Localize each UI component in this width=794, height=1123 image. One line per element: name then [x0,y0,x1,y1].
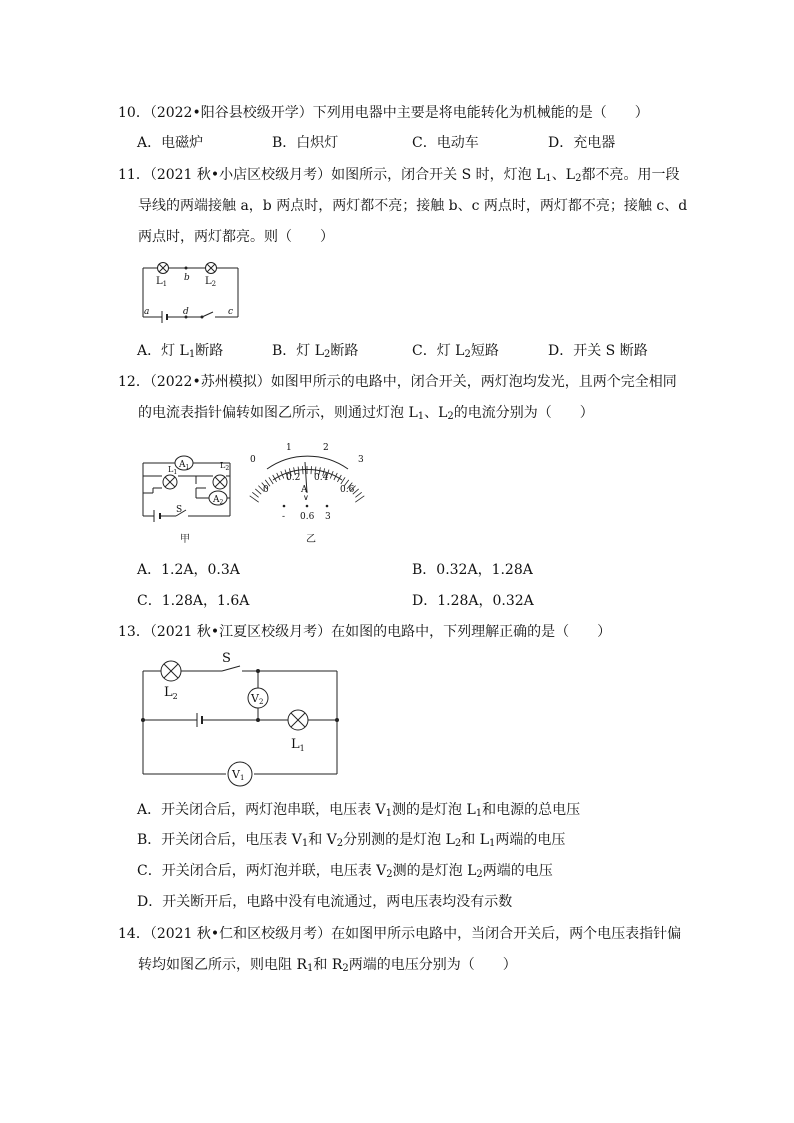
q13-option-d[interactable]: D．开关断开后，电路中没有电流通过，两电压表均没有示数 [137,894,513,910]
q14-source: （2021 秋•仁和区校级月考） [149,926,332,942]
q12-dial-tick [252,492,258,497]
q14-text-2c: 两端的电压分别为（ ） [348,957,517,973]
q12-option-b[interactable]: B．0.32A，1.28A [412,562,533,578]
q12-caption-right: 乙 [306,534,316,545]
q12-dial-top-2: 2 [323,443,329,453]
q10-stem [118,103,649,123]
q12-battery-icon [154,510,160,522]
q11-option-c-sub: 2 [464,349,471,360]
q11-stem-line2: 导线的两端接触 a，b 两点时，两灯都不亮；接触 b、c 两点时，两灯都不亮；接触 c、d [138,198,688,214]
q11-option-a[interactable] [137,341,223,361]
q11-option-c-post: 短路 [470,343,499,359]
q12-dial-bottom-0: 0 [263,485,269,495]
q13-voltmeter-v2-icon [248,688,268,708]
q12-text-2c: 的电流分别为（ ） [453,405,594,421]
q12-dial-top-1: 1 [286,443,292,453]
svg-text:A1: $A_1$ [179,460,190,471]
q13-a-t1: A．开关闭合后，两灯泡串联，电压表 V [137,802,386,818]
q12-text-2b: 、L [424,405,448,421]
q11-option-d[interactable]: D．开关 S 断路 [548,343,648,359]
q11-stem-line1: 11．（2021 秋•小店区校级月考）如图所示，闭合开关 S 时，灯泡 $L_1$、$L_2$都不亮。用一段 [118,167,680,184]
q11-source: （2021 秋•小店区校级月考） [149,167,332,183]
q13-text: 在如图的电路中，下列理解正确的是（ ） [331,624,612,640]
q11-option-c[interactable] [412,341,499,361]
q13-label-l2: $L_2$ [164,685,178,701]
q10-number: 10． [118,105,150,121]
q12-text-1: 如图甲所示的电路中，闭合开关，两灯泡均发光，且两个完全相同 [270,374,677,390]
svg-text:V1: V1 [232,768,245,782]
q13-source: （2021 秋•江夏区校级月考） [149,624,332,640]
q14-stem-line1 [118,924,681,944]
q13-b-s3: 2 [454,838,462,849]
svg-text:A2: $A_2$ [213,495,224,506]
q11-text-1b: 、L [551,167,576,183]
q13-option-c[interactable] [137,861,553,881]
q10-option-b[interactable]: B．白炽灯 [272,135,339,151]
q12-ammeter-a1-icon [175,456,193,471]
q12-label-l2: $L_2$ [220,461,230,472]
q11-text-1a: 如图所示，闭合开关 S 时，灯泡 L [331,167,546,183]
q11-label-a: a [144,307,150,317]
q10-option-a[interactable]: A．电磁炉 [137,135,204,151]
q13-label-s: S [222,651,231,666]
q12-circuit-diagram [138,438,238,548]
q11-label-c: c [228,307,234,317]
q13-circuit-diagram [140,648,345,782]
q13-c-t3: 两端的电压 [482,863,553,879]
q11-option-b-post: 断路 [330,343,359,359]
q11-stem-line3: 两点时，两灯都亮。则（ ） [138,229,334,245]
q12-dial-bottom-3: 0.6 [340,485,355,495]
q11-option-c-pre: C．灯 L [412,343,465,359]
q10-option-c[interactable]: C．电动车 [412,135,479,151]
q14-stem-line2: 转均如图乙所示，则电阻 $R_1$和 $R_2$两端的电压分别为（ ） [138,957,517,974]
q13-lamp-l1-icon [288,710,308,730]
q11-circuit-diagram [138,258,248,324]
q13-a-s1: 1 [385,808,393,819]
q12-terminal-neg: - [282,512,286,522]
q11-lamp-l2-icon [206,263,217,274]
q13-option-a[interactable] [137,800,580,820]
q11-label-d: d [183,307,189,317]
q11-text-1c: 都不亮。用一段 [581,167,680,183]
q11-option-a-post: 断路 [195,343,224,359]
q13-voltmeter-v1-icon [228,762,252,786]
q13-battery-icon [197,713,202,727]
q13-lamp-l2-icon [161,661,181,681]
q11-option-a-pre: A．灯 L [137,343,189,359]
q13-c-t1: C．开关闭合后，两灯泡并联，电压表 V [137,863,387,879]
q14-text-1: 在如图甲所示电路中，当闭合开关后，两个电压表指针偏 [331,926,682,942]
q11-option-b-pre: B．灯 L [272,343,325,359]
q11-battery-icon [162,311,167,323]
q12-label-l1: $L_1$ [168,465,178,476]
q12-dial-tick [341,477,345,484]
q12-dial-tick [269,477,273,484]
q11-lamp-l1-icon [158,263,169,274]
q12-dial-pivot: ∨ [303,493,309,502]
q12-option-d[interactable]: D．1.28A，0.32A [412,593,534,609]
q14-text-2a: 转均如图乙所示，则电阻 R [138,957,307,973]
q12-ammeter-dial [245,440,375,548]
q13-b-t2: 和 V [308,832,337,848]
q12-dial-tick [355,492,361,497]
q12-terminal-06: 0.6 [300,512,315,522]
q12-option-a[interactable]: A．1.2A，0.3A [137,562,240,578]
q12-stem-line2: 的电流表指针偏转如图乙所示，则通过灯泡 $L_1$、$L_2$的电流分别为（ ） [138,405,594,422]
q12-dial-top-0: 0 [250,455,256,465]
q11-option-b-sub: 2 [324,349,331,360]
q12-ammeter-a2-icon [209,491,227,506]
q12-dial-tick [255,489,261,494]
q13-b-t1: B．开关闭合后，电压表 V [137,832,302,848]
q13-label-l1: $L_1$ [291,737,305,753]
q13-stem [118,622,611,642]
q12-lamp-l2-icon [213,475,227,489]
q12-number: 12． [118,374,150,390]
q10-option-d[interactable]: D．充电器 [548,135,616,151]
q11-option-b[interactable] [272,341,358,361]
q12-lamp-l1-icon [163,475,177,489]
q12-source: （2022•苏州模拟） [149,374,271,390]
q12-dial-bottom-1: 0.2 [286,473,301,483]
q12-stem-line1 [118,372,677,392]
q11-number: 11． [118,167,150,183]
q13-b-s4: 1 [489,838,496,849]
q12-dial-top-3: 3 [358,455,364,465]
q12-text-2a: 的电流表指针偏转如图乙所示，则通过灯泡 L [138,405,418,421]
q13-number: 13． [118,624,150,640]
q13-b-t4: 和 L [461,832,490,848]
q11-label-l1: $L_1$ [156,276,168,288]
q12-caption-left: 甲 [180,534,190,545]
q13-b-t3: 分别测的是灯泡 L [343,832,455,848]
q13-a-t2: 测的是灯泡 L [392,802,476,818]
q10-source: （2022•阳谷县校级开学） [149,105,313,121]
q13-b-s2: 2 [336,838,344,849]
q11-option-a-sub: 1 [188,349,196,360]
q12-dial-bottom-2: 0.4 [314,473,329,483]
q14-text-2b: 和 R [313,957,343,973]
q12-dial-unit: A [301,485,308,495]
q13-c-s1: 2 [386,869,393,880]
q13-b-t5: 两端的电压 [495,832,566,848]
q13-a-s2: 1 [475,808,483,819]
q12-label-s: S [176,505,183,515]
q14-number: 14． [118,926,150,942]
q11-label-l2: $L_2$ [205,276,217,288]
q13-option-b[interactable] [137,830,565,850]
q13-c-t2: 测的是灯泡 L [392,863,477,879]
q13-b-s1: 1 [301,838,309,849]
q11-label-b: b [184,273,190,283]
q13-a-t3: 和电源的总电压 [482,802,581,818]
q12-terminal-3: 3 [325,512,331,522]
q13-c-s2: 2 [476,869,483,880]
svg-text:V2: V2 [251,692,264,706]
q12-option-c[interactable]: C．1.28A，1.6A [137,593,250,609]
q10-text: 下列用电器中主要是将电能转化为机械能的是（ ） [312,105,649,121]
